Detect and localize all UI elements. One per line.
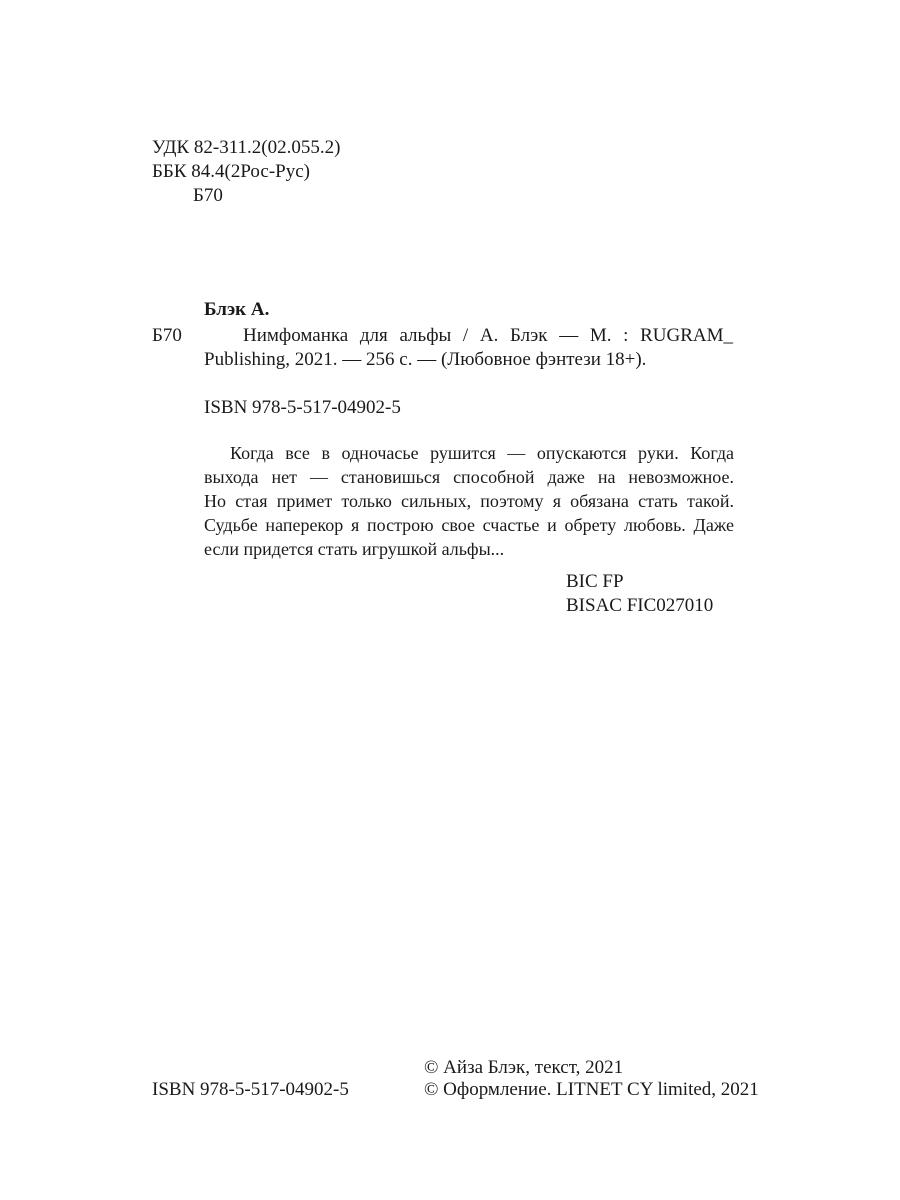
annotation-line: Но стая примет только сильных, поэтому я обязана стать такой. (204, 491, 734, 511)
author-sign: Б70 (152, 325, 182, 346)
bic-code: BIC FP (566, 571, 624, 592)
bibliographic-line-1: Нимфоманка для альфы / А. Блэк — М. : RUGRAM_ (243, 325, 733, 346)
bbk-code: ББК 84.4(2Рос-Рус) (152, 161, 310, 182)
annotation-line: если придется стать игрушкой альфы... (204, 539, 505, 559)
udk-code: УДК 82-311.2(02.055.2) (152, 137, 341, 158)
isbn-footer: ISBN 978-5-517-04902-5 (152, 1079, 349, 1100)
annotation-line: Судьбе наперекор я построю свое счастье и обрету любовь. Даже (204, 515, 734, 535)
bibliographic-line-2: Publishing, 2021. — 256 с. — (Любовное фэнтези 18+). (204, 349, 647, 370)
annotation-line: выхода нет — становишься способной даже на невозможное. (204, 467, 734, 487)
annotation-line: Когда все в одночасье рушится — опускаются руки. Когда (230, 443, 734, 463)
author-sign-top: Б70 (193, 185, 223, 206)
isbn-record: ISBN 978-5-517-04902-5 (204, 397, 401, 418)
copyright-design: © Оформление. LITNET CY limited, 2021 (424, 1079, 759, 1100)
bisac-code: BISAC FIC027010 (566, 595, 714, 616)
annotation-paragraph (204, 441, 734, 561)
author-heading: Блэк А. (204, 299, 270, 320)
copyright-text: © Айза Блэк, текст, 2021 (424, 1057, 624, 1078)
